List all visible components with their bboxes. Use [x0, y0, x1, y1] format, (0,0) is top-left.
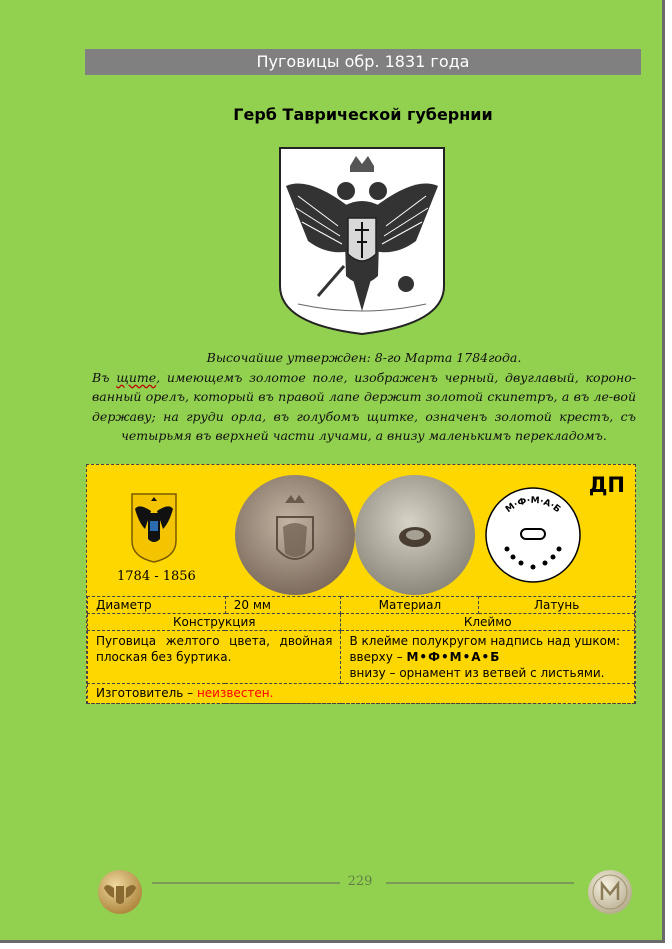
- page-number: 229: [347, 874, 373, 889]
- button-info-card: [86, 464, 636, 704]
- small-arms-icon: [131, 493, 177, 563]
- button-back-photo: [353, 473, 477, 597]
- stamp-drawing: [483, 485, 583, 585]
- image-row: [87, 465, 635, 596]
- footer-button-left-icon: [96, 868, 144, 916]
- mark-label: ДП: [588, 473, 625, 497]
- table-row: [88, 597, 635, 614]
- description-paragraph: Въ щите, имеющемъ золотое поле, изображенъ черный, двуглавый, короно-ванный орелъ, который въ правой лапе держит золотой скипетръ, а въ ле-вой державу; на груди орла, въ голубомъ щитке, означенъ золотой крестъ, съ четырьмя въ верхней части лучами, а внизу маленькимъ перекладомъ.: [92, 369, 636, 443]
- years-label: 1784 - 1856: [117, 569, 196, 584]
- maker-value: неизвестен.: [196, 686, 274, 700]
- stamp-description: В клейме полукругом надпись над ушком: вверху – М•Ф•М•А•Б внизу – орнамент из ветвей с листьями.: [341, 631, 635, 684]
- button-front-photo: [233, 473, 357, 597]
- construction-header: Конструкция: [88, 614, 341, 631]
- footer-rule-right: [386, 882, 574, 884]
- section-title: Герб Таврической губернии: [233, 105, 493, 124]
- footer-rule-left: [152, 882, 340, 884]
- approval-line: Высочайше утвержден: 8-го Марта 1784года.: [206, 350, 522, 365]
- underlined-word: щите: [116, 369, 157, 385]
- material-label: Материал: [341, 597, 479, 614]
- stamp-header: Клеймо: [341, 614, 635, 631]
- page-header: Пуговицы обр. 1831 года: [85, 49, 641, 75]
- arms-description: [92, 348, 636, 446]
- diameter-value: 20 мм: [225, 597, 341, 614]
- table-row: [88, 631, 635, 684]
- footer-button-right-icon: [586, 868, 634, 916]
- table-row: [88, 614, 635, 631]
- coat-of-arms-image: [278, 146, 446, 336]
- material-value: Латунь: [479, 597, 635, 614]
- specs-table: [87, 596, 635, 704]
- construction-text: Пуговица желтого цвета, двойная плоская без буртика.: [88, 631, 341, 684]
- maker-row: Изготовитель – неизвестен.: [88, 684, 635, 704]
- diameter-label: Диаметр: [88, 597, 226, 614]
- table-row: [88, 684, 635, 704]
- stamp-arc-text: М·Ф·М·А·Б: [503, 495, 563, 516]
